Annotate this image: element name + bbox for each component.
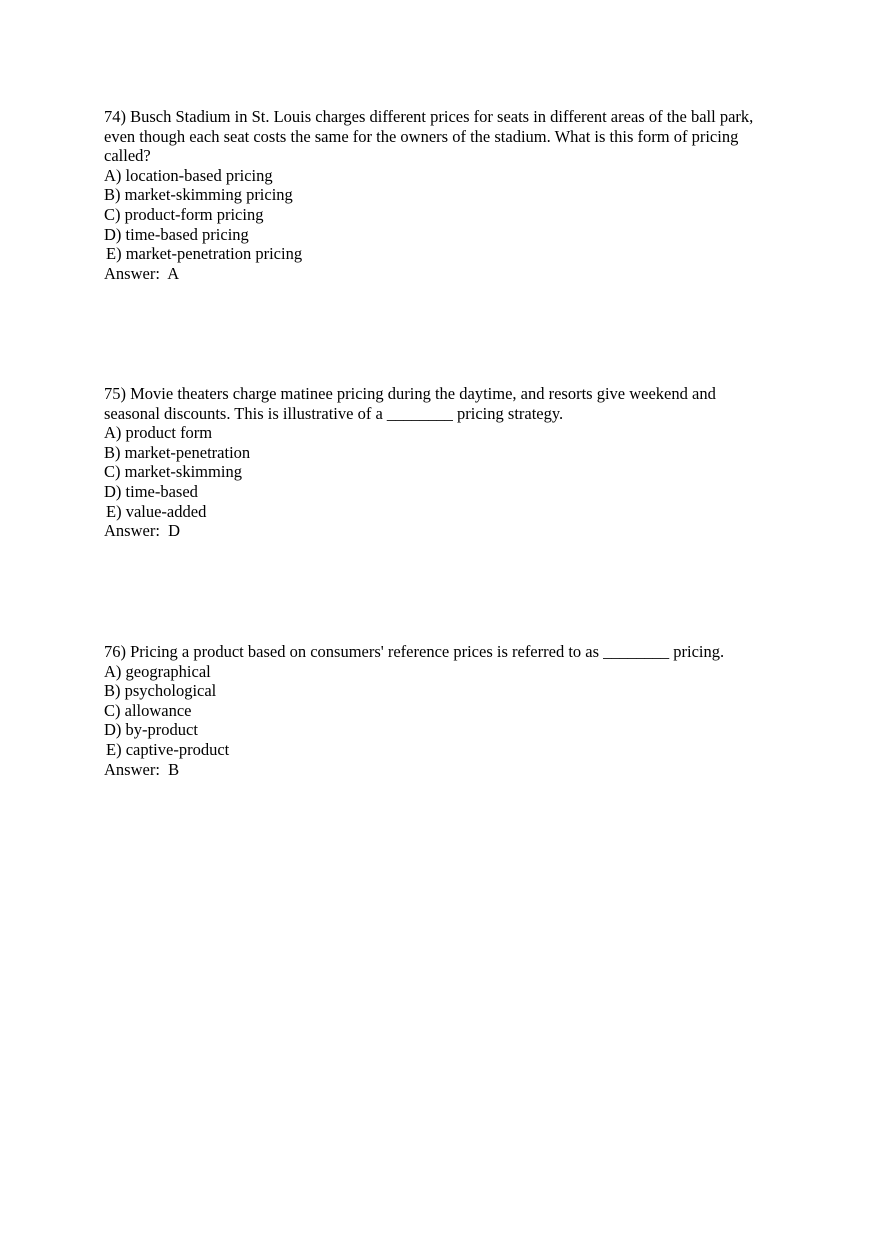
option-b: B) psychological	[104, 681, 217, 701]
answer: Answer: B	[104, 759, 180, 779]
option-a: A) product form	[104, 423, 213, 443]
option-e: E) market-penetration pricing	[106, 244, 303, 264]
option-a: A) geographical	[104, 661, 211, 681]
option-e: E) value-added	[106, 501, 207, 521]
option-a: A) location-based pricing	[104, 165, 273, 185]
option-c: C) product-form pricing	[104, 204, 264, 224]
answer: Answer: A	[104, 263, 180, 283]
question-text: 74) Busch Stadium in St. Louis charges different prices for seats in different areas of the ball park, even though each seat costs the same for the owners of the stadium. What is this form of pricing called?	[104, 107, 758, 166]
question-76	[104, 642, 764, 779]
option-b: B) market-skimming pricing	[104, 185, 293, 205]
option-d: D) by-product	[104, 720, 198, 740]
question-74	[104, 107, 764, 283]
option-e: E) captive-product	[106, 739, 230, 759]
question-text: 75) Movie theaters charge matinee pricing during the daytime, and resorts give weekend and seasonal discounts. This is illustrative of a ________ pricing strategy.	[104, 384, 720, 423]
option-d: D) time-based pricing	[104, 224, 249, 244]
option-c: C) allowance	[104, 700, 192, 720]
answer: Answer: D	[104, 521, 181, 541]
option-c: C) market-skimming	[104, 462, 242, 482]
option-d: D) time-based	[104, 481, 198, 501]
question-text: 76) Pricing a product based on consumers' reference prices is referred to as ________ pricing.	[104, 642, 725, 661]
option-b: B) market-penetration	[104, 442, 251, 462]
question-75	[104, 384, 764, 541]
